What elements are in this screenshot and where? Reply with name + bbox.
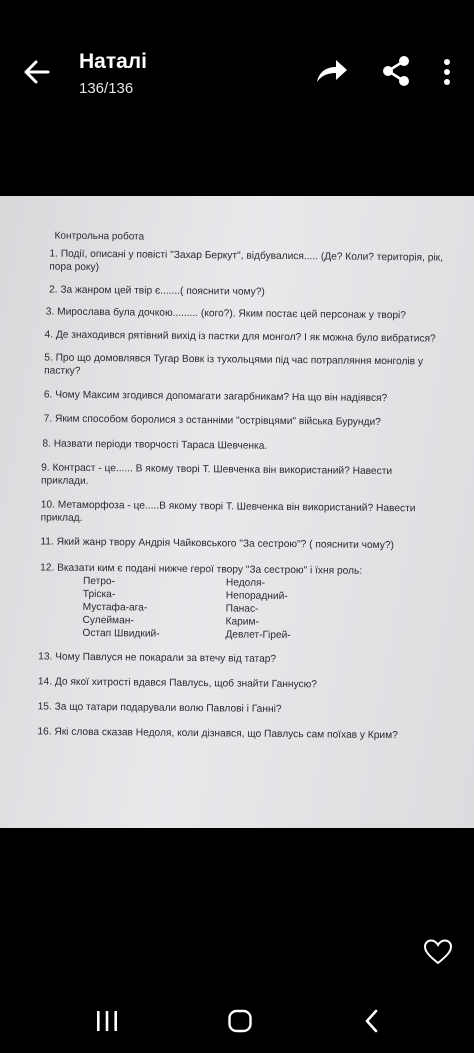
question-16: 16. Які слова сказав Недоля, коли дізнався, що Павлусь сам поїхав у Крим?	[37, 726, 398, 742]
photo-viewer[interactable]	[0, 196, 474, 828]
image-counter: 136/136	[79, 80, 134, 97]
arrow-left-icon	[20, 55, 54, 89]
document-sheet	[0, 196, 474, 828]
contact-name: Наталі	[79, 50, 147, 73]
home-icon	[227, 1008, 253, 1034]
characters-right-column	[225, 576, 291, 642]
forward-button[interactable]	[313, 55, 349, 89]
question-5: 5. Про що домовлявся Тугар Вовк із тухольцями під час потрапляння монголів у пастку?	[44, 352, 424, 377]
share-button[interactable]	[380, 54, 412, 88]
question-3: 3. Мирослава була дочкою......... (кого?). Яким постає цей персонаж у творі?	[45, 306, 407, 322]
question-10: 10. Метаморфоза - це.....В якому творі Т. Шевченка він використаний? Навести приклад.	[40, 499, 416, 524]
recents-icon	[94, 1009, 120, 1033]
question-1: 1. Події, описані у повісті "Захар Беркут", відбувалися..... (Де? Коли? територія, рік, пора року)	[49, 248, 444, 273]
character-label: Тріска-	[82, 588, 116, 601]
more-vertical-icon	[437, 57, 457, 87]
question-12: 12. Вказати ким є подані нижче герої твору "За сестрою" і їхня роль:	[40, 562, 363, 577]
question-2: 2. За жанром цей твір є.......( пояснити чому?)	[48, 284, 265, 298]
character-label: Непорадний-	[225, 590, 288, 603]
nav-back-button[interactable]	[362, 1008, 382, 1034]
forward-arrow-icon	[313, 55, 349, 89]
question-9: 9. Контраст - це...... В якому творі Т. Шевченка він використаний? Навести приклади.	[40, 462, 393, 487]
back-button[interactable]	[20, 55, 54, 89]
recents-button[interactable]	[94, 1009, 120, 1033]
character-label: Недоля-	[225, 577, 266, 589]
heart-icon	[423, 938, 453, 966]
question-8: 8. Назвати періоди творчості Тараса Шевченка.	[42, 438, 268, 452]
question-14: 14. До якої хитрості вдався Павлусь, щоб знайти Ганнусю?	[37, 676, 317, 691]
more-options-button[interactable]	[437, 57, 457, 87]
characters-left-column	[82, 575, 160, 641]
home-button[interactable]	[227, 1008, 253, 1034]
share-icon	[380, 54, 412, 88]
character-label: Карим-	[225, 616, 259, 628]
character-label: Мустафа-ага-	[82, 601, 148, 614]
character-label: Петро-	[82, 575, 116, 588]
question-4: 4. Де знаходився рятівний вихід із пастки для монгол? І як можна було вибратися?	[44, 329, 436, 345]
favorite-button[interactable]	[423, 938, 453, 966]
question-6: 6. Чому Максим згодився допомагати загарбникам? На що він надіявся?	[43, 389, 388, 405]
question-15: 15. За що татари подарували волю Павлові і Ганні?	[37, 701, 282, 715]
character-label: Девлет-Гірей-	[225, 629, 291, 642]
character-label: Панас-	[225, 603, 259, 615]
question-11: 11. Який жанр твору Андрія Чайковського "За сестрою"? ( пояснити чому?)	[40, 536, 394, 552]
question-7: 7. Яким способом боролися з останніми "острівцями" війська Бурунди?	[43, 413, 381, 429]
character-label: Сулейман-	[82, 614, 134, 627]
top-app-bar	[0, 0, 474, 120]
nav-back-icon	[362, 1008, 382, 1034]
document-heading: Контрольна робота	[54, 230, 145, 243]
character-label: Остап Швидкий-	[82, 627, 160, 640]
question-13: 13. Чому Павлуся не покарали за втечу від татар?	[38, 651, 277, 665]
